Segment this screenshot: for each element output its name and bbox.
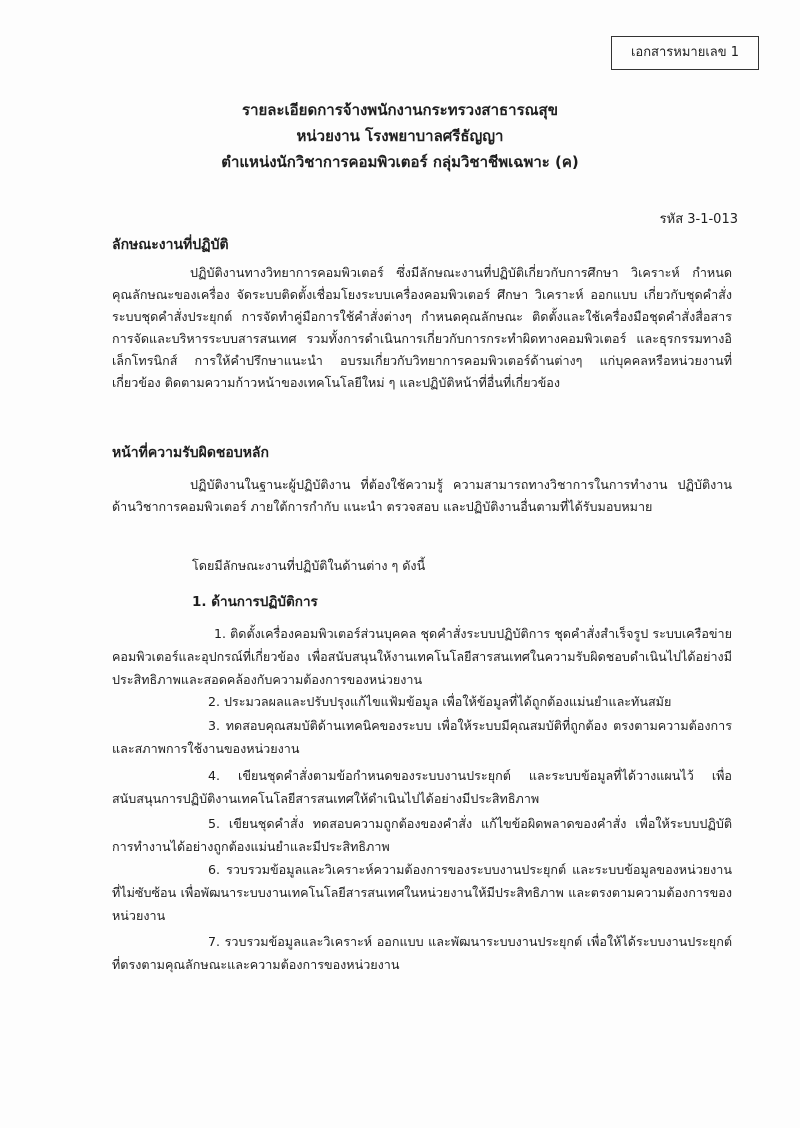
task-item: 5. เขียนชุดคำสั่ง ทดสอบความถูกต้องของคำสั่ง แก้ไขข้อผิดพลาดของคำสั่ง เพื่อให้ระบบปฏิบัติการทำงานได้อย่างถูกต้องแม่นยำและมีประสิทธิภาพ [112,816,732,854]
position-code: รหัส 3-1-013 [659,212,738,227]
section-heading-job-nature: ลักษณะงานที่ปฏิบัติ [112,237,229,253]
task-item: 3. ทดสอบคุณสมบัติด้านเทคนิคของระบบ เพื่อให้ระบบมีคุณสมบัติที่ถูกต้อง ตรงตามความต้องการและสภาพการใช้งานของหน่วยงาน [112,718,732,756]
job-nature-paragraph: ปฏิบัติงานทางวิทยาการคอมพิวเตอร์ ซึ่งมีลักษณะงานที่ปฏิบัติเกี่ยวกับการศึกษา วิเคราะห์ กำหนดคุณลักษณะของเครื่อง จัดระบบติดตั้งเชื่อมโยงระบบเครื่องคอมพิวเตอร์ ศึกษา วิเคราะห์ ออกแบบ เกี่ยวกับชุดคำสั่ง ระบบชุดคำสั่งประยุกต์ การจัดทำคู่มือการใช้คำสั่งต่างๆ กำหนดคุณลักษณะ ติดตั้งและใช้เครื่องมือชุดคำสั่งสื่อสาร การจัดและบริหารระบบสารสนเทศ รวมทั้งการดำเนินการเกี่ยวกับการกระทำผิดทางคอมพิวเตอร์ และธุรกรรมทางอิเล็กโทรนิกส์ การให้คำปรึกษาแนะนำ อบรมเกี่ยวกับวิทยาการคอมพิวเตอร์ด้านต่างๆ แก่บุคคลหรือหน่วยงานที่เกี่ยวข้อง ติดตามความก้าวหน้าของเทคโนโลยีใหม่ ๆ และปฏิบัติหน้าที่อื่นที่เกี่ยวข้อง [112,265,732,390]
position-title: ตำแหน่งนักวิชาการคอมพิวเตอร์ กลุ่มวิชาชีพเฉพาะ (ค) [221,153,579,171]
section-heading-responsibilities: หน้าที่ความรับผิดชอบหลัก [112,445,269,461]
task-item: 6. รวบรวมข้อมูลและวิเคราะห์ความต้องการของระบบงานประยุกต์ และระบบข้อมูลของหน่วยงานที่ไม่ซับซ้อน เพื่อพัฒนาระบบงานเทคโนโลยีสารสนเทศในหน่วยงานให้มีประสิทธิภาพ และตรงตามความต้องการของหน่วยงาน [112,862,732,923]
document-title: รายละเอียดการจ้างพนักงานกระทรวงสาธารณสุข [242,101,558,119]
document-number-box: เอกสารหมายเลข 1 [611,36,759,70]
task-item: 4. เขียนชุดคำสั่งตามข้อกำหนดของระบบงานประยุกต์ และระบบข้อมูลที่ได้วางแผนไว้ เพื่อสนับสนุนการปฏิบัติงานเทคโนโลยีสารสนเทศให้ดำเนินไปได้อย่างมีประสิทธิภาพ [112,768,732,806]
tasks-intro: โดยมีลักษณะงานที่ปฏิบัติในด้านต่าง ๆ ดังนี้ [192,558,426,573]
responsibilities-paragraph: ปฏิบัติงานในฐานะผู้ปฏิบัติงาน ที่ต้องใช้ความรู้ ความสามารถทางวิชาการในการทำงาน ปฏิบัติงานด้านวิชาการคอมพิวเตอร์ ภายใต้การกำกับ แนะนำ ตรวจสอบ และปฏิบัติงานอื่นตามที่ได้รับมอบหมาย [112,477,732,514]
agency-name: หน่วยงาน โรงพยาบาลศรีธัญญา [296,127,504,145]
subsection-operations: 1. ด้านการปฏิบัติการ [192,594,318,610]
task-item: 2. ประมวลผลและปรับปรุงแก้ไขแฟ้มข้อมูล เพื่อให้ข้อมูลที่ได้ถูกต้องแม่นยำและทันสมัย [208,694,672,709]
task-item: 7. รวบรวมข้อมูลและวิเคราะห์ ออกแบบ และพัฒนาระบบงานประยุกต์ เพื่อให้ได้ระบบงานประยุกต์ที่ตรงตามคุณลักษณะและความต้องการของหน่วยงาน [112,934,732,972]
task-item: 1. ติดตั้งเครื่องคอมพิวเตอร์ส่วนบุคคล ชุดคำสั่งระบบปฏิบัติการ ชุดคำสั่งสำเร็จรูป ระบบเครือข่ายคอมพิวเตอร์และอุปกรณ์ที่เกี่ยวข้อง เพื่อสนับสนุนให้งานเทคโนโลยีสารสนเทศในความรับผิดชอบดำเนินไปได้อย่างมีประสิทธิภาพและสอดคล้องกับความต้องการของหน่วยงาน [112,626,732,687]
